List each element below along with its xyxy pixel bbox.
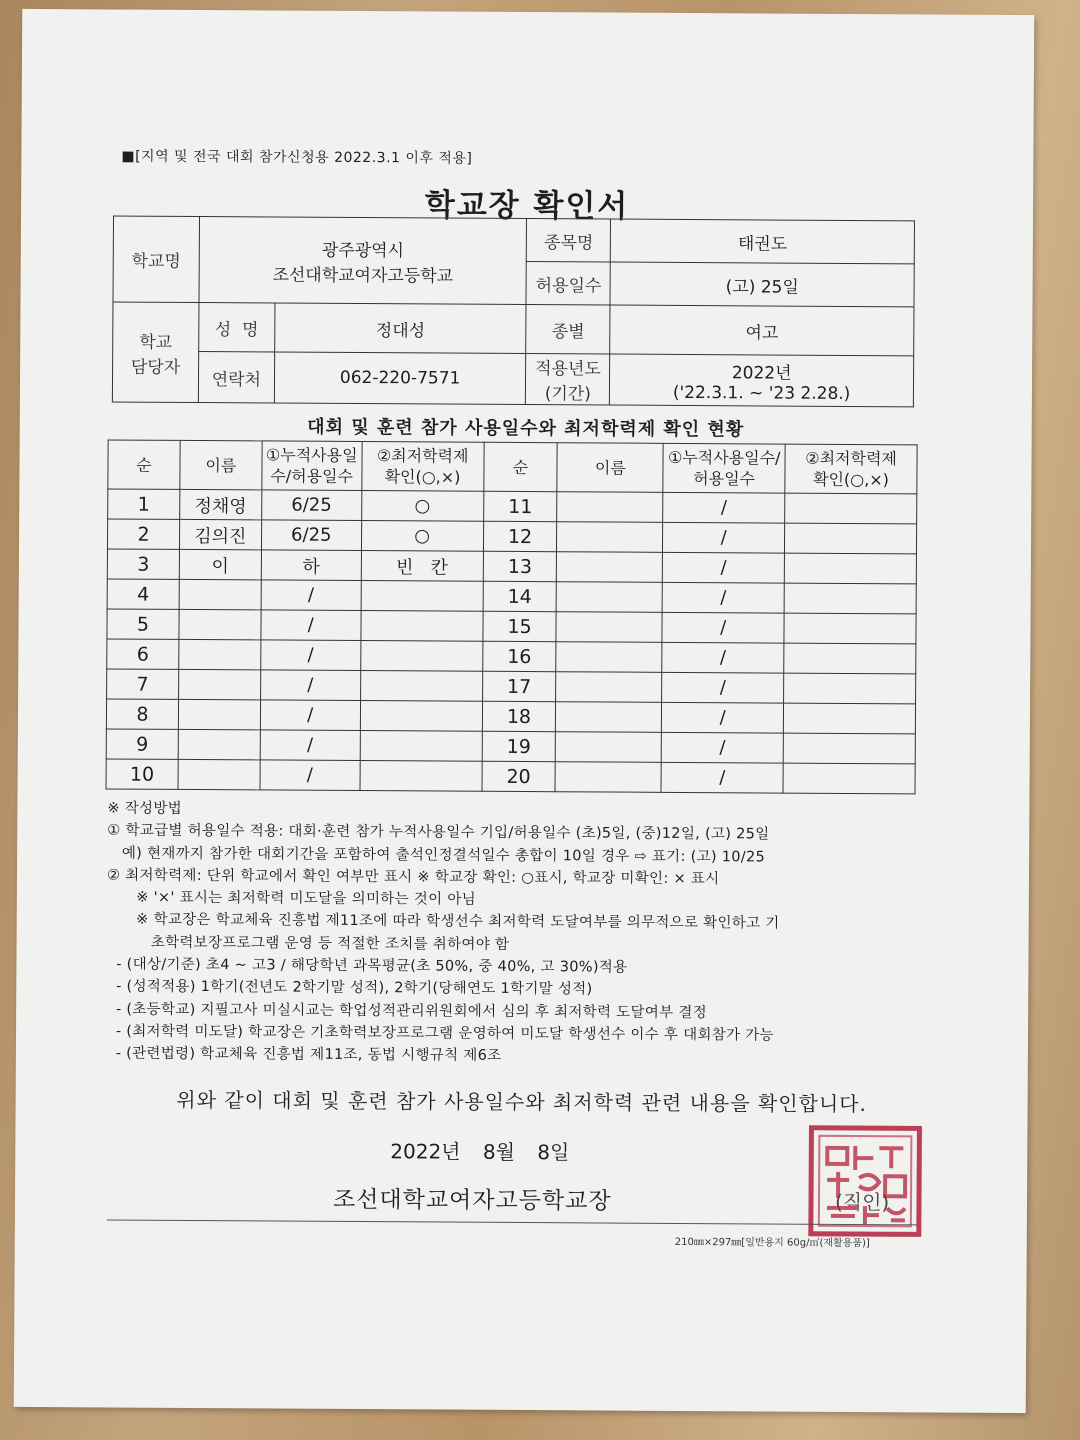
header-no-right: 순 (483, 442, 557, 491)
student-name (556, 672, 662, 703)
student-name: 김의진 (179, 519, 261, 549)
cumulative-days: / (661, 732, 783, 763)
principal-title: 조선대학교여자고등학교장 (332, 1186, 612, 1215)
school-label: 학교명 (113, 216, 199, 303)
instruction-line: 초학력보장프로그램 운영 등 적절한 조치를 취하여야 함 (106, 934, 510, 953)
cumulative-days: / (261, 640, 361, 671)
instruction-line: ※ 학교장은 학교체육 진흥법 제11조에 따라 학생선수 최저학력 도달여부를 의무적으로 확인하고 기 (106, 911, 780, 933)
row-number: 11 (483, 491, 557, 521)
instruction-line: - (대상/기준) 초4 ~ 고3 / 해당학년 과목평균(초 50%, 중 40%, 고 30%)적용 (106, 956, 628, 976)
table-row (106, 759, 915, 794)
row-number: 4 (107, 579, 179, 609)
allowed-days-label: 허용일수 (526, 262, 610, 306)
header-no: 순 (108, 440, 180, 489)
table-row (108, 489, 917, 524)
instruction-line: ※ 작성방법 (107, 800, 183, 817)
cumulative-days: / (662, 702, 784, 733)
cumulative-days: / (260, 730, 360, 761)
cumulative-days: / (261, 580, 361, 611)
table-row (107, 579, 916, 614)
manager-label: 학교 담당자 (112, 302, 198, 403)
instruction-line: - (성적적용) 1학기(전년도 2학기말 성적), 2학기(당해연도 1학기말 성적) (106, 978, 593, 998)
academic-check (784, 673, 916, 704)
row-number: 5 (107, 609, 179, 639)
table-row (107, 639, 916, 674)
name-value: 정대성 (275, 303, 527, 354)
academic-check (360, 760, 482, 791)
cumulative-days: / (661, 762, 783, 793)
student-name (178, 699, 260, 729)
row-number: 13 (483, 551, 557, 581)
instruction-line: - (관련법령) 학교체육 진흥법 제11조, 동법 시행규칙 제6조 (105, 1045, 502, 1065)
student-name (556, 642, 662, 673)
row-number: 18 (482, 701, 556, 731)
table-row (106, 729, 915, 764)
academic-check (361, 611, 483, 642)
row-number: 17 (482, 671, 556, 701)
cumulative-days: 하 (261, 550, 361, 581)
row-number: 16 (482, 641, 556, 671)
gender-value: 여고 (610, 305, 914, 356)
instruction-line: ※ '×' 표시는 최저학력 미도달을 의미하는 것이 아님 (106, 889, 477, 908)
header-note: ■[지역 및 전국 대회 참가신청용 2022.3.1 이후 적용] (121, 148, 473, 167)
student-name (178, 759, 260, 789)
table-row (107, 609, 916, 644)
gender-label: 종별 (526, 305, 610, 355)
row-number: 1 (108, 489, 180, 519)
cumulative-days: / (662, 612, 784, 643)
cumulative-days: / (662, 642, 784, 673)
document-title: 학교장 확인서 (424, 187, 630, 225)
student-name (178, 729, 260, 759)
academic-check (783, 703, 915, 734)
academic-check (783, 733, 915, 764)
cumulative-days: / (260, 760, 360, 791)
row-number: 10 (106, 759, 178, 789)
row-number: 7 (107, 669, 179, 699)
academic-check (360, 641, 482, 672)
header-academic: ②최저학력제 확인(○,×) (362, 442, 484, 492)
cumulative-days: / (662, 672, 784, 703)
confirmation-statement: 위와 같이 대회 및 훈련 참가 사용일수와 최저학력 관련 내용을 확인합니다. (176, 1087, 867, 1117)
header-days-right: ①누적사용일수/ 허용일수 (663, 443, 785, 493)
year-label: 적용년도 (기간) (526, 354, 610, 406)
table-row (107, 669, 916, 704)
allowed-days-value: (고) 25일 (610, 262, 914, 307)
contact-value: 062-220-7571 (274, 352, 526, 405)
academic-check: ○ (361, 521, 483, 552)
sport-value: 태권도 (611, 219, 915, 264)
row-number: 14 (483, 581, 557, 611)
row-number: 2 (107, 519, 179, 549)
sport-label: 종목명 (527, 219, 611, 263)
row-number: 6 (107, 639, 179, 669)
table-row (107, 519, 916, 554)
academic-check (784, 613, 916, 644)
cumulative-days: / (663, 492, 785, 523)
issue-date: 2022년 8월 8일 (390, 1139, 570, 1165)
student-name (556, 612, 662, 643)
instruction-line: 예) 현재까지 참가한 대회기간을 포함하여 출석인정결석일수 총합이 10일 경우 ⇨ 표기: (고) 10/25 (107, 845, 766, 866)
header-name-right: 이름 (557, 443, 663, 493)
cumulative-days: 6/25 (261, 490, 361, 521)
student-name (178, 669, 260, 699)
cumulative-days: / (260, 700, 360, 731)
info-table (112, 215, 915, 407)
school-name: 광주광역시 조선대학교여자고등학교 (199, 217, 527, 305)
student-name (179, 609, 261, 639)
instruction-line: - (최저학력 미도달) 학교장은 기초학력보장프로그램 운영하여 미도달 학생선수 이수 후 대회참가 가능 (105, 1023, 774, 1044)
academic-check (785, 493, 917, 524)
academic-check (784, 643, 916, 674)
student-name (179, 579, 261, 609)
academic-check (785, 523, 917, 554)
seal-tag: (직인) (834, 1189, 890, 1215)
student-name (556, 732, 662, 763)
instruction-line: ② 최저학력제: 단위 학교에서 확인 여부만 표시 ※ 학교장 확인: ○표시, 학교장 미확인: × 표시 (106, 867, 720, 888)
student-name (555, 762, 661, 793)
student-name (179, 639, 261, 669)
academic-check: 빈 칸 (361, 551, 483, 582)
writing-instructions (106, 797, 928, 1070)
student-name (556, 702, 662, 733)
bottom-divider (107, 1219, 917, 1225)
academic-check (361, 581, 483, 612)
official-seal-stamp (805, 1122, 926, 1241)
paper-spec: 210㎜×297㎜[일반용지 60g/㎡(재활용품)] (674, 1236, 870, 1250)
cumulative-days: / (663, 522, 785, 553)
row-number: 8 (106, 699, 178, 729)
name-label: 성 명 (199, 303, 275, 352)
contact-label: 연락처 (198, 352, 274, 403)
cumulative-days: / (260, 670, 360, 701)
row-number: 9 (106, 729, 178, 759)
student-name (557, 492, 663, 523)
student-name (557, 522, 663, 553)
table-row (107, 549, 916, 584)
student-name: 이 (179, 549, 261, 579)
section-title: 대회 및 훈련 참가 사용일수와 최저학력제 확인 현황 (307, 416, 745, 441)
cumulative-days: 6/25 (261, 520, 361, 551)
row-number: 19 (482, 731, 556, 761)
academic-check (784, 553, 916, 584)
student-name (557, 582, 663, 613)
academic-check: ○ (361, 491, 483, 522)
row-number: 20 (482, 761, 556, 791)
participation-table (106, 439, 918, 794)
row-number: 12 (483, 521, 557, 551)
student-name: 정채영 (180, 489, 262, 519)
row-number: 15 (482, 611, 556, 641)
instruction-line: ① 학교급별 허용일수 적용: 대회·훈련 참가 누적사용일수 기입/허용일수 (초)5일, (중)12일, (고) 25일 (107, 822, 770, 843)
header-academic-right: ②최저학력제 확인(○,×) (785, 444, 917, 494)
instruction-line: - (초등학교) 지필고사 미실시교는 학업성적관리위원회에서 심의 후 최저학력 도달여부 결정 (106, 1001, 708, 1021)
document-paper (14, 9, 1035, 1413)
student-name (557, 552, 663, 583)
header-days: ①누적사용일 수/허용일수 (262, 441, 362, 491)
cumulative-days: / (662, 582, 784, 613)
academic-check (360, 671, 482, 702)
cumulative-days: / (261, 610, 361, 641)
year-value: 2022년 ('22.3.1. ~ '23 2.28.) (610, 354, 914, 407)
header-name: 이름 (180, 440, 262, 489)
table-row (106, 699, 915, 734)
cumulative-days: / (663, 552, 785, 583)
academic-check (360, 730, 482, 761)
academic-check (360, 700, 482, 731)
academic-check (784, 583, 916, 614)
academic-check (783, 763, 915, 794)
row-number: 3 (107, 549, 179, 579)
